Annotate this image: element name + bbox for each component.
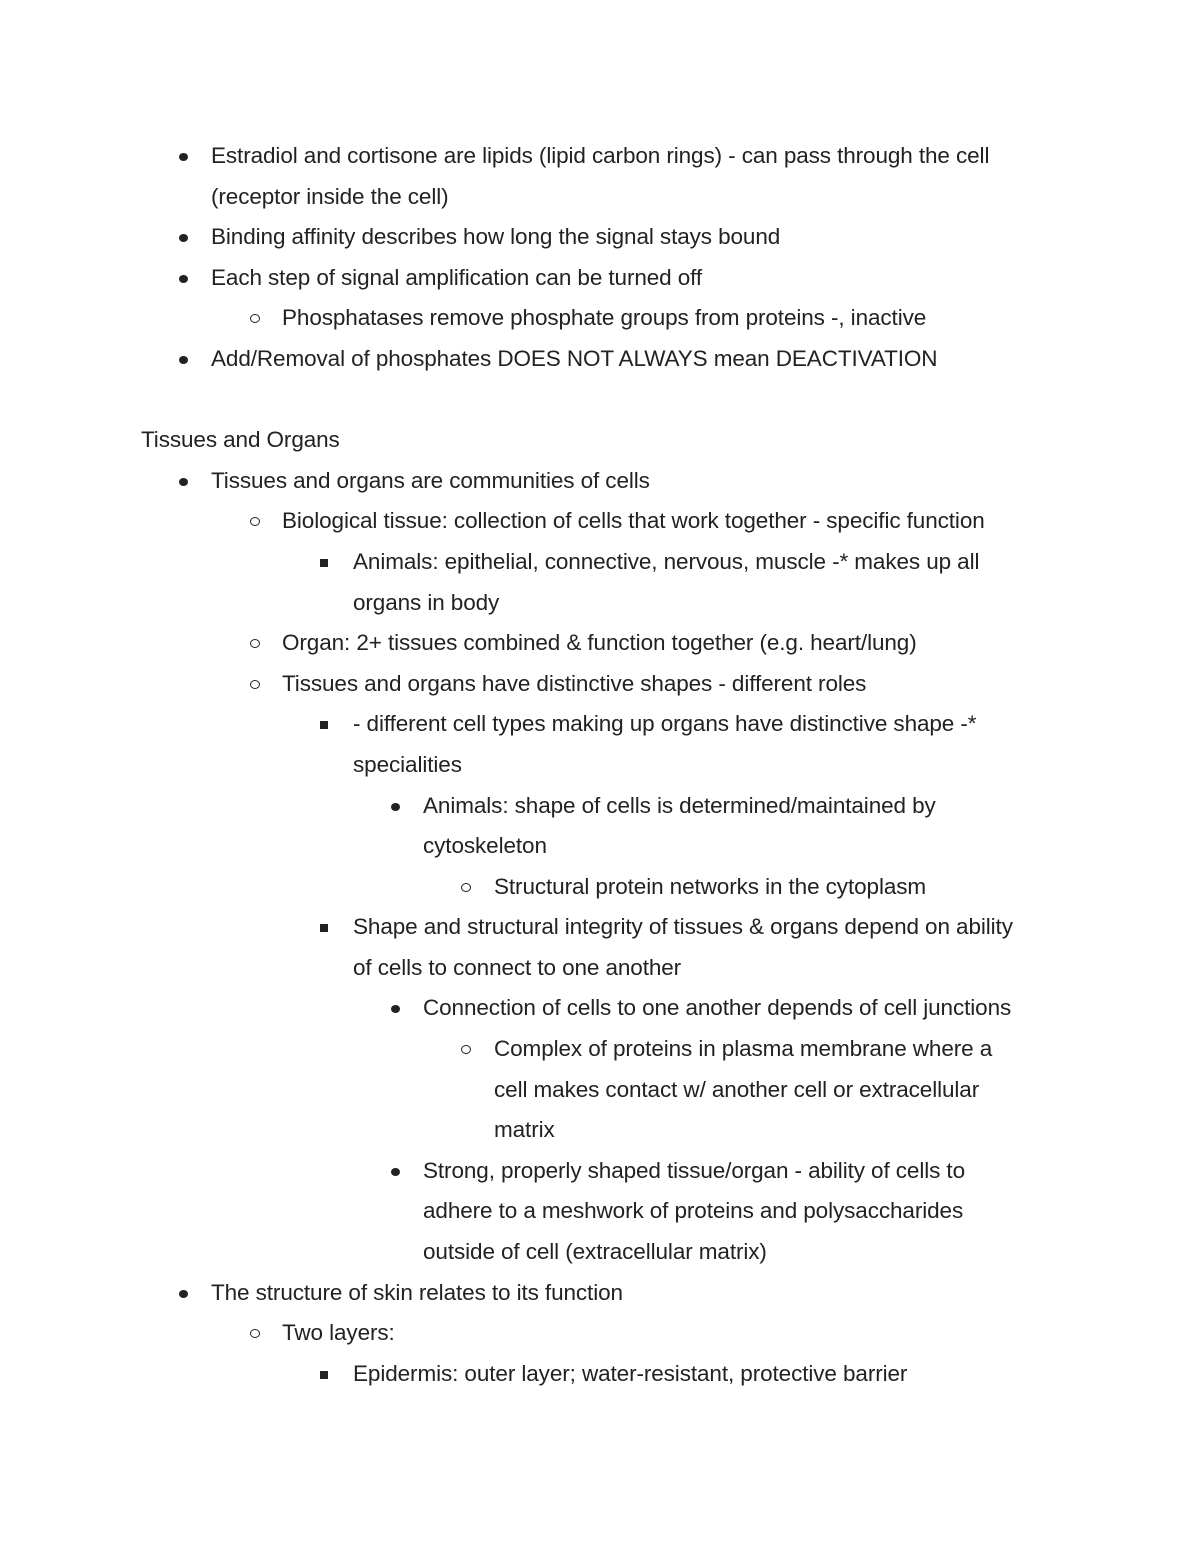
list-item — [0, 217, 1200, 258]
list-item — [0, 1232, 1200, 1273]
line-text: Add/Removal of phosphates DOES NOT ALWAYS mean DEACTIVATION — [211, 345, 938, 371]
line-text: Phosphatases remove phosphate groups from proteins -, inactive — [282, 305, 927, 331]
list-item — [0, 664, 1200, 705]
list-item — [0, 1070, 1200, 1111]
line-text: outside of cell (extracellular matrix) — [423, 1239, 767, 1265]
line-text: Estradiol and cortisone are lipids (lipid carbon rings) - can pass through the cell — [211, 143, 990, 168]
list-item — [0, 1191, 1200, 1232]
list-item — [0, 258, 1200, 299]
list-item — [0, 786, 1200, 827]
line-text: Animals: shape of cells is determined/maintained by — [423, 792, 936, 818]
list-item — [0, 948, 1200, 989]
line-text: Tissues and organs have distinctive shapes - different roles — [282, 670, 867, 696]
line-text: cell makes contact w/ another cell or extracellular — [494, 1076, 980, 1102]
line-text: Complex of proteins in plasma membrane where a — [494, 1036, 993, 1062]
line-text: matrix — [494, 1117, 555, 1143]
list-item — [0, 704, 1200, 745]
line-text: Organ: 2+ tissues combined & function together (e.g. heart/lung) — [282, 630, 917, 656]
line-text: adhere to a meshwork of proteins and polysaccharides — [423, 1198, 964, 1224]
line-text: of cells to connect to one another — [353, 954, 682, 980]
list-item — [0, 988, 1200, 1029]
list-item — [0, 542, 1200, 583]
list-item — [0, 501, 1200, 542]
list-item — [0, 177, 1200, 218]
list-item — [0, 136, 1200, 177]
line-text: Biological tissue: collection of cells that work together - specific function — [282, 508, 985, 534]
line-text: Tissues and organs are communities of cells — [211, 467, 650, 493]
list-item — [0, 583, 1200, 624]
line-text: specialities — [353, 751, 462, 777]
section-heading — [0, 420, 1200, 461]
list-item — [0, 867, 1200, 908]
list-item — [0, 298, 1200, 339]
list-item — [0, 339, 1200, 380]
list-item — [0, 826, 1200, 867]
line-text: - different cell types making up organs have distinctive shape -* — [353, 711, 977, 737]
list-item — [0, 1354, 1200, 1395]
list-item — [0, 1273, 1200, 1314]
note-content — [0, 136, 1200, 1394]
line-text: Tissues and Organs — [141, 427, 340, 453]
list-item — [0, 1313, 1200, 1354]
list-item — [0, 745, 1200, 786]
line-text: Each step of signal amplification can be turned off — [211, 264, 703, 290]
line-text: Connection of cells to one another depends of cell junctions — [423, 995, 1012, 1021]
blank-line — [0, 380, 1200, 421]
line-text: Epidermis: outer layer; water-resistant, protective barrier — [353, 1360, 908, 1386]
list-item — [0, 1151, 1200, 1192]
line-text: Shape and structural integrity of tissues & organs depend on ability — [353, 914, 1013, 940]
list-item — [0, 907, 1200, 948]
line-text: organs in body — [353, 589, 500, 615]
line-text: Strong, properly shaped tissue/organ - ability of cells to — [423, 1157, 965, 1183]
line-text: Two layers: — [282, 1320, 395, 1346]
line-text: Structural protein networks in the cytoplasm — [494, 873, 927, 899]
line-text: (receptor inside the cell) — [211, 183, 449, 209]
list-item — [0, 461, 1200, 502]
line-text: Binding affinity describes how long the signal stays bound — [211, 224, 781, 250]
list-item — [0, 1110, 1200, 1151]
line-text: The structure of skin relates to its function — [211, 1279, 623, 1305]
line-text: Animals: epithelial, connective, nervous, muscle -* makes up all — [353, 548, 980, 574]
list-item — [0, 1029, 1200, 1070]
list-item — [0, 623, 1200, 664]
line-text: cytoskeleton — [423, 833, 547, 859]
